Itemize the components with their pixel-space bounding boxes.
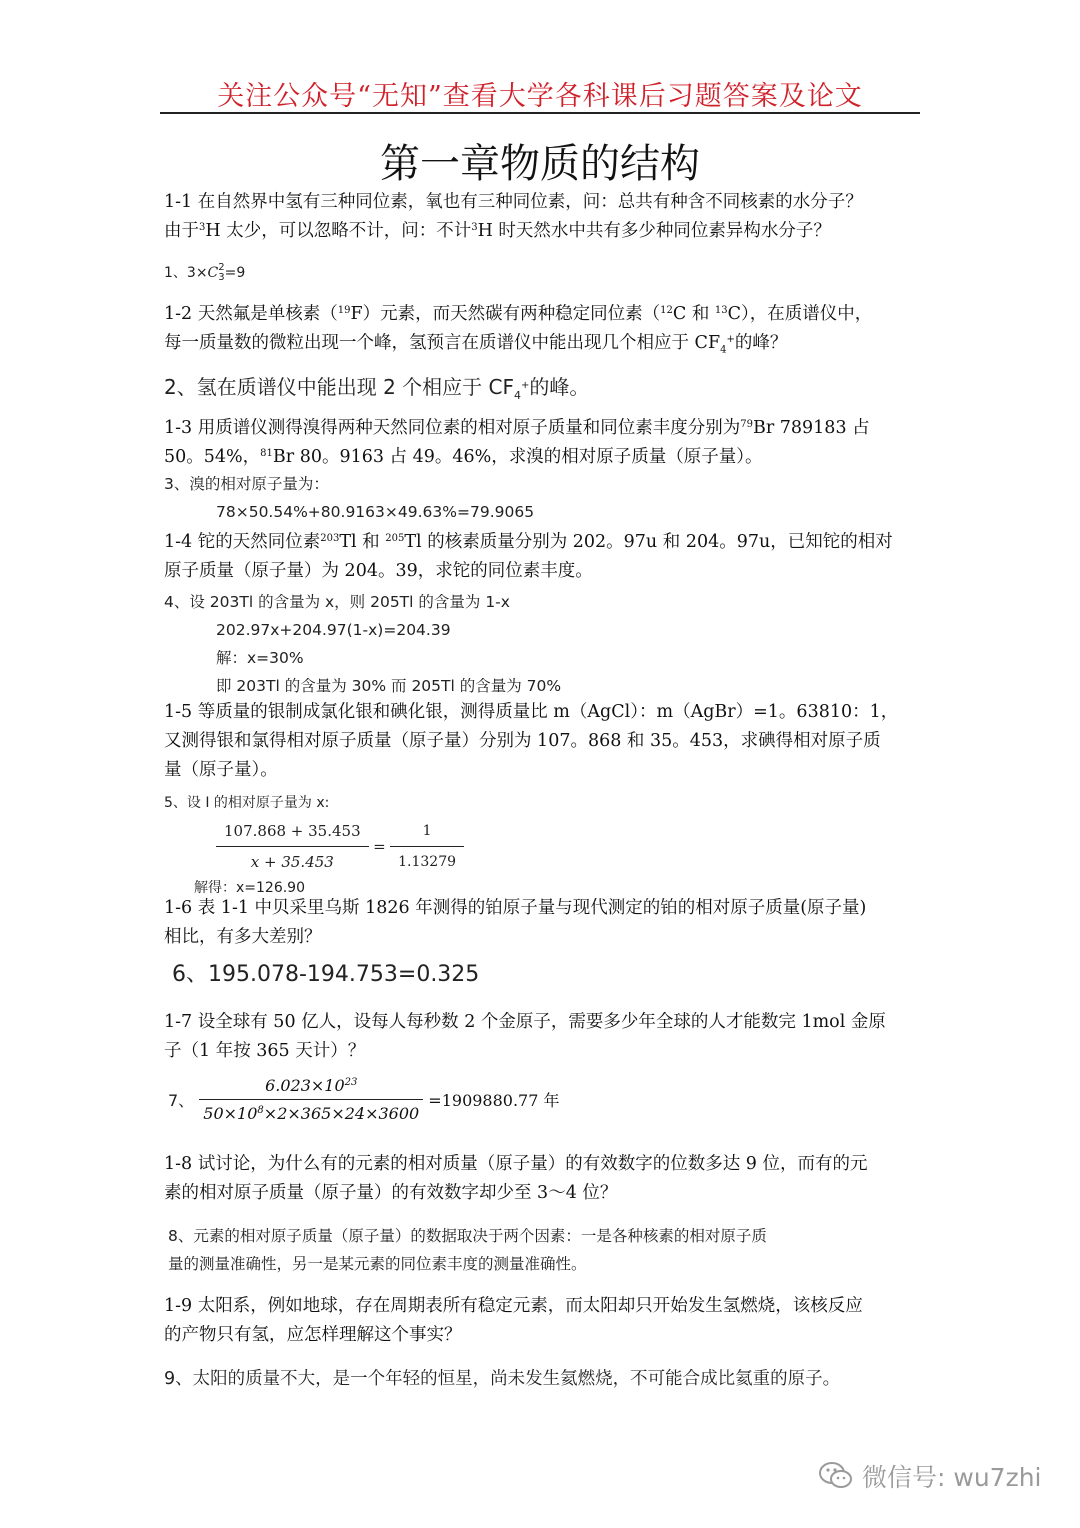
answer-line: 即 203Tl 的含量为 30% 而 205Tl 的含量为 70% [216,677,562,695]
superscript: 205 [385,533,405,544]
question-line [164,414,924,443]
question-line: 又测得银和氯得相对原子质量（原子量）分别为 107。868 和 35。453，求碘得相对原子质 [164,731,881,751]
superscript: 23 [344,1077,358,1088]
text-run: 的峰。 [529,375,590,399]
answer-5 [164,790,924,901]
question-line: 的产物只有氢，应怎样理解这个事实？ [164,1325,462,1345]
fraction [216,818,369,875]
text-run: F）元素，而天然碳有两种稳定同位素（ [350,304,661,324]
answer-line: 4、设 203Tl 的含量为 x，则 205Tl 的含量为 1-x [164,593,510,611]
numerator [199,1076,423,1100]
text-run: Br 80。9163 占 49。46%，求溴的相对原子质量（原子量）。 [272,447,763,467]
answer-7 [168,1076,928,1123]
subscript: 4 [514,389,521,402]
question-1-5 [164,698,924,785]
text-run: 7、 [168,1091,195,1110]
text-run: =1909880.77 年 [428,1091,560,1110]
numerator: 1 [390,818,464,847]
text-run: 1、3× [164,265,208,281]
question-1-6 [164,894,924,952]
answer-9: 9、太阳的质量不大，是一个年轻的恒星，尚未发生氦燃烧，不可能合成比氦重的原子。 [164,1369,841,1389]
watermark-text: 微信号: wu7zhi [862,1463,1042,1492]
superscript: 19 [337,305,351,316]
superscript: + [521,380,530,391]
fraction [199,1076,423,1123]
answer-line: 量的测量准确性，另一是某元素的同位素丰度的测量准确性。 [168,1255,587,1273]
answer-line: 3、溴的相对原子量为： [164,475,329,493]
text-run: 1-4 铊的天然同位素 [164,532,321,552]
answer-8 [168,1222,928,1278]
question-line [164,217,924,246]
text-run: 每一质量数的微粒出现一个峰，氢预言在质谱仪中能出现几个相应于 CF [164,333,721,353]
question-line: 1-6 表 1-1 中贝采里乌斯 1826 年测得的铂原子量与现代测定的铂的相对原子质量(原子量) [164,898,867,918]
text-run: C），在质谱仪中， [727,304,873,324]
answer-3 [164,470,924,526]
answer-line: 解得：x=126.90 [194,880,306,896]
superscript: 3 [471,222,478,233]
superscript: 2 [218,262,225,273]
question-line: 1-7 设全球有 50 亿人，设每人每秒数 2 个金原子，需要多少年全球的人才能数完 1mol 金原 [164,1012,886,1032]
question-line: 1-1 在自然界中氢有三种同位素，氧也有三种同位素，问：总共有种含不同核素的水分子？ [164,192,863,212]
denominator [199,1100,423,1123]
question-1-7 [164,1008,924,1066]
text-run: Tl 的核素质量分别为 202。97u 和 204。97u，已知铊的相对 [404,532,893,552]
question-line [164,329,924,365]
chapter-title: 第一章物质的结构 [380,141,700,187]
denominator: x + 35.453 [250,853,334,871]
denominator: 1.13279 [398,854,457,870]
question-1-2 [164,300,924,365]
question-line: 素的相对原子质量（原子量）的有效数字却少至 3～4 位？ [164,1183,618,1203]
superscript: 81 [260,448,273,459]
question-1-8 [164,1150,924,1208]
answer-line: 202.97x+204.97(1-x)=204.39 [216,621,451,639]
answer-1 [164,260,924,286]
wechat-watermark [818,1458,1041,1494]
text-run: 50×10 [203,1104,258,1123]
text-run: H 太少，可以忽略不计，问：不计 [205,221,472,241]
promo-banner: 关注公众号“无知”查看大学各科课后习题答案及论文 [217,81,863,112]
answer-line: 78×50.54%+80.9163×49.63%=79.9065 [216,503,535,521]
question-1-9 [164,1292,924,1350]
superscript: 8 [257,1105,264,1116]
fraction-equation [164,818,924,875]
header-rule [160,112,920,114]
answer-6: 6、195.078-194.753=0.325 [172,962,480,987]
superscript: 3 [199,222,206,233]
superscript: 79 [740,419,753,430]
answer-line: 8、元素的相对原子质量（原子量）的数据取决于两个因素：一是各种核素的相对原子质 [168,1227,767,1245]
text-run: Br 789183 占 [752,418,870,438]
question-1-4 [164,528,924,586]
text-run: 由于 [164,221,199,241]
question-1-1 [164,188,924,246]
question-line: 1-9 太阳系，例如地球，存在周期表所有稳定元素，而太阳却只开始发生氢燃烧，该核反应 [164,1296,863,1316]
text-run: 50。54%， [164,447,261,467]
text-run: 6.023×10 [265,1076,345,1095]
answer-2 [164,372,924,411]
text-run: C 和 [672,304,710,324]
text-run: H 时天然水中共有多少种同位素异构水分子？ [477,221,831,241]
text-run: 的峰？ [734,333,788,353]
question-line [164,443,924,472]
text-run: 1-3 用质谱仪测得溴得两种天然同位素的相对原子质量和同位素丰度分别为 [164,418,741,438]
question-line: 相比，有多大差别？ [164,927,322,947]
equals-sign: = [373,837,386,856]
superscript: + [726,334,735,345]
answer-4 [164,588,924,700]
text-run: Tl 和 [339,532,380,552]
text-run: 2、氢在质谱仪中能出现 2 个相应于 CF [164,375,514,399]
question-line [164,300,924,329]
answer-line: 5、设 I 的相对原子量为 x: [164,795,330,811]
superscript: 203 [320,533,340,544]
fraction [390,818,464,875]
question-1-3 [164,414,924,472]
question-line: 原子质量（原子量）为 204。39，求铊的同位素丰度。 [164,561,593,581]
question-line: 1-5 等质量的银制成氯化银和碘化银，测得质量比 m（AgCl）：m（AgBr）=1。63810：1， [164,702,899,722]
wechat-icon [818,1461,854,1491]
question-line: 量（原子量）。 [164,760,278,780]
superscript: 12 [660,305,673,316]
question-line [164,528,924,557]
numerator: 107.868 + 35.453 [216,818,369,847]
question-line: 子（1 年按 365 天计）？ [164,1041,366,1061]
answer-line: 解：x=30% [216,649,304,667]
question-line: 1-8 试讨论，为什么有的元素的相对质量（原子量）的有效数字的位数多达 9 位，而有的元 [164,1154,868,1174]
text-run: =9 [224,265,246,281]
text-run: ×2×365×24×3600 [263,1104,420,1123]
text-run: C [207,265,219,281]
text-run: 1-2 天然氟是单核素（ [164,304,338,324]
subscript: 3 [218,272,225,283]
subscript: 4 [720,344,727,356]
superscript: 13 [714,305,728,316]
